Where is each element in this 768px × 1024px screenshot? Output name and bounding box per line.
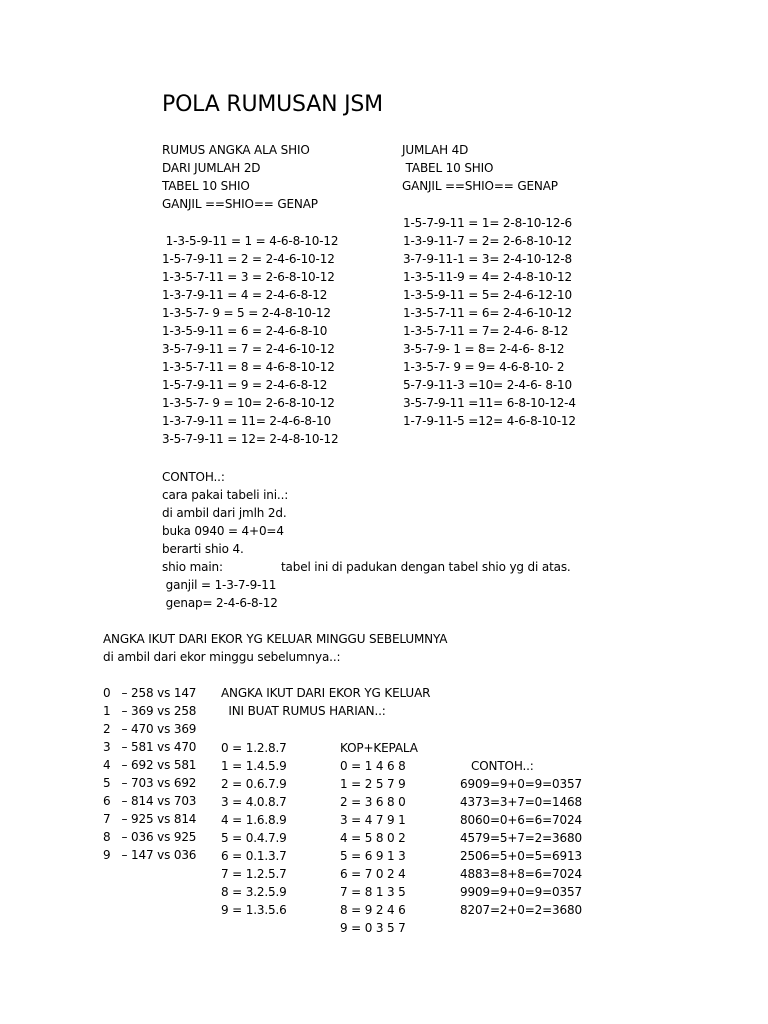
angka-ikut-row: 7 – 925 vs 814: [103, 812, 197, 826]
angka-ikut-row: 2 – 470 vs 369: [103, 722, 197, 736]
kop-kepala-row: 5 = 6 9 1 3: [340, 849, 406, 863]
shio-4d-row: 3-7-9-11-1 = 3= 2-4-10-12-8: [403, 252, 573, 266]
angka-ikut-row: 5 – 703 vs 692: [103, 776, 197, 790]
contoh2-row: 4579=5+7=2=3680: [460, 831, 582, 845]
harian-row: 9 = 1.3.5.6: [221, 903, 287, 917]
shio-2d-row: 3-5-7-9-11 = 12= 2-4-8-10-12: [162, 432, 339, 446]
shio-2d-table: [162, 141, 318, 213]
shio-4d-row: 3-5-7-9-11 =11= 6-8-10-12-4: [403, 396, 576, 410]
kop-kepala-row: 3 = 4 7 9 1: [340, 813, 406, 827]
harian-row: 4 = 1.6.8.9: [221, 813, 287, 827]
shio-4d-row: 1-3-5-7-11 = 6= 2-4-6-10-12: [403, 306, 573, 320]
contoh-note: tabel ini di padukan dengan tabel shio yg di atas.: [281, 560, 571, 574]
shio-2d-row: 1-3-5-9-11 = 6 = 2-4-6-8-10: [162, 324, 328, 338]
contoh2-row: 8207=2+0=2=3680: [460, 903, 582, 917]
contoh2-row: 2506=5+0=5=6913: [460, 849, 582, 863]
shio-4d-table: [402, 141, 558, 195]
contoh2-row: 8060=0+6=6=7024: [460, 813, 582, 827]
shio-2d-heading: GANJIL ==SHIO== GENAP: [162, 197, 318, 211]
angka-ikut-row: 3 – 581 vs 470: [103, 740, 197, 754]
shio-4d-row: 1-5-7-9-11 = 1= 2-8-10-12-6: [403, 216, 573, 230]
shio-2d-row: 1-3-5-7-11 = 3 = 2-6-8-10-12: [162, 270, 335, 284]
kop-kepala-row: 0 = 1 4 6 8: [340, 759, 406, 773]
contoh2-row: 4373=3+7=0=1468: [460, 795, 582, 809]
contoh-line: ganjil = 1-3-7-9-11: [162, 578, 277, 592]
shio-2d-row: 1-3-7-9-11 = 4 = 2-4-6-8-12: [162, 288, 328, 302]
harian-row: 1 = 1.4.5.9: [221, 759, 287, 773]
angka-ikut-title: ANGKA IKUT DARI EKOR YG KELUAR MINGGU SEBELUMNYA: [103, 632, 448, 646]
angka-ikut-row: 1 – 369 vs 258: [103, 704, 197, 718]
shio-2d-row: 1-3-5-7- 9 = 5 = 2-4-8-10-12: [162, 306, 331, 320]
shio-2d-heading: TABEL 10 SHIO: [162, 179, 250, 193]
contoh-line: buka 0940 = 4+0=4: [162, 524, 284, 538]
shio-2d-heading: RUMUS ANGKA ALA SHIO: [162, 143, 310, 157]
angka-ikut-row: 8 – 036 vs 925: [103, 830, 197, 844]
kop-kepala-row: 1 = 2 5 7 9: [340, 777, 406, 791]
shio-4d-row: 1-3-5-9-11 = 5= 2-4-6-12-10: [403, 288, 573, 302]
angka-ikut-subtitle: di ambil dari ekor minggu sebelumnya..:: [103, 650, 341, 664]
contoh2-row: 9909=9+0=9=0357: [460, 885, 582, 899]
kop-kepala-row: 2 = 3 6 8 0: [340, 795, 406, 809]
angka-ikut-heading: [103, 630, 447, 666]
contoh2-heading: CONTOH..:: [460, 759, 534, 773]
shio-4d-row: 1-3-5-7- 9 = 9= 4-6-8-10- 2: [403, 360, 565, 374]
kop-kepala-row: 4 = 5 8 0 2: [340, 831, 406, 845]
shio-4d-row: 1-7-9-11-5 =12= 4-6-8-10-12: [403, 414, 576, 428]
kop-kepala-row: 6 = 7 0 2 4: [340, 867, 406, 881]
harian-row: 3 = 4.0.8.7: [221, 795, 287, 809]
angka-ikut-row: 4 – 692 vs 581: [103, 758, 197, 772]
contoh-section: [162, 468, 288, 612]
kop-kepala-table: [340, 739, 418, 937]
harian-subtitle: INI BUAT RUMUS HARIAN..:: [221, 704, 386, 718]
shio-4d-row: 1-3-9-11-7 = 2= 2-6-8-10-12: [403, 234, 573, 248]
angka-ikut-rows: [103, 684, 196, 864]
shio-4d-row: 1-3-5-11-9 = 4= 2-4-8-10-12: [403, 270, 573, 284]
angka-ikut-row: 0 – 258 vs 147: [103, 686, 197, 700]
harian-title: ANGKA IKUT DARI EKOR YG KELUAR: [221, 686, 431, 700]
kop-kepala-heading: KOP+KEPALA: [340, 741, 418, 755]
contoh2-table: [460, 757, 582, 919]
harian-row: 8 = 3.2.5.9: [221, 885, 287, 899]
shio-2d-row: 3-5-7-9-11 = 7 = 2-4-6-10-12: [162, 342, 335, 356]
harian-row: 6 = 0.1.3.7: [221, 849, 287, 863]
shio-2d-rows: [162, 232, 339, 448]
shio-4d-row: 5-7-9-11-3 =10= 2-4-6- 8-10: [403, 378, 573, 392]
shio-2d-heading: DARI JUMLAH 2D: [162, 161, 261, 175]
contoh-line: cara pakai tabeli ini..:: [162, 488, 289, 502]
harian-heading: [221, 684, 430, 720]
harian-row: 0 = 1.2.8.7: [221, 741, 287, 755]
harian-row: 5 = 0.4.7.9: [221, 831, 287, 845]
shio-2d-row: 1-3-5-9-11 = 1 = 4-6-8-10-12: [162, 234, 339, 248]
shio-2d-row: 1-3-5-7-11 = 8 = 4-6-8-10-12: [162, 360, 335, 374]
shio-2d-row: 1-3-7-9-11 = 11= 2-4-6-8-10: [162, 414, 332, 428]
shio-4d-row: 1-3-5-7-11 = 7= 2-4-6- 8-12: [403, 324, 569, 338]
contoh2-row: 6909=9+0=9=0357: [460, 777, 582, 791]
shio-4d-row: 3-5-7-9- 1 = 8= 2-4-6- 8-12: [403, 342, 565, 356]
kop-kepala-row: 8 = 9 2 4 6: [340, 903, 406, 917]
shio-2d-row: 1-5-7-9-11 = 9 = 2-4-6-8-12: [162, 378, 328, 392]
harian-row: 7 = 1.2.5.7: [221, 867, 287, 881]
contoh-line: shio main:: [162, 560, 223, 574]
angka-ikut-row: 9 – 147 vs 036: [103, 848, 197, 862]
kop-kepala-row: 9 = 0 3 5 7: [340, 921, 406, 935]
shio-4d-rows: [403, 214, 576, 430]
page-title: POLA RUMUSAN JSM: [162, 92, 383, 117]
contoh-line: berarti shio 4.: [162, 542, 244, 556]
shio-2d-row: 1-3-5-7- 9 = 10= 2-6-8-10-12: [162, 396, 335, 410]
shio-4d-heading: JUMLAH 4D: [402, 143, 469, 157]
harian-rows: [221, 739, 287, 919]
angka-ikut-row: 6 – 814 vs 703: [103, 794, 197, 808]
harian-row: 2 = 0.6.7.9: [221, 777, 287, 791]
shio-4d-heading: GANJIL ==SHIO== GENAP: [402, 179, 558, 193]
contoh2-row: 4883=8+8=6=7024: [460, 867, 582, 881]
kop-kepala-row: 7 = 8 1 3 5: [340, 885, 406, 899]
contoh-line: genap= 2-4-6-8-12: [162, 596, 278, 610]
shio-4d-heading: TABEL 10 SHIO: [402, 161, 494, 175]
shio-2d-row: 1-5-7-9-11 = 2 = 2-4-6-10-12: [162, 252, 335, 266]
contoh-line: di ambil dari jmlh 2d.: [162, 506, 287, 520]
contoh-line: CONTOH..:: [162, 470, 225, 484]
